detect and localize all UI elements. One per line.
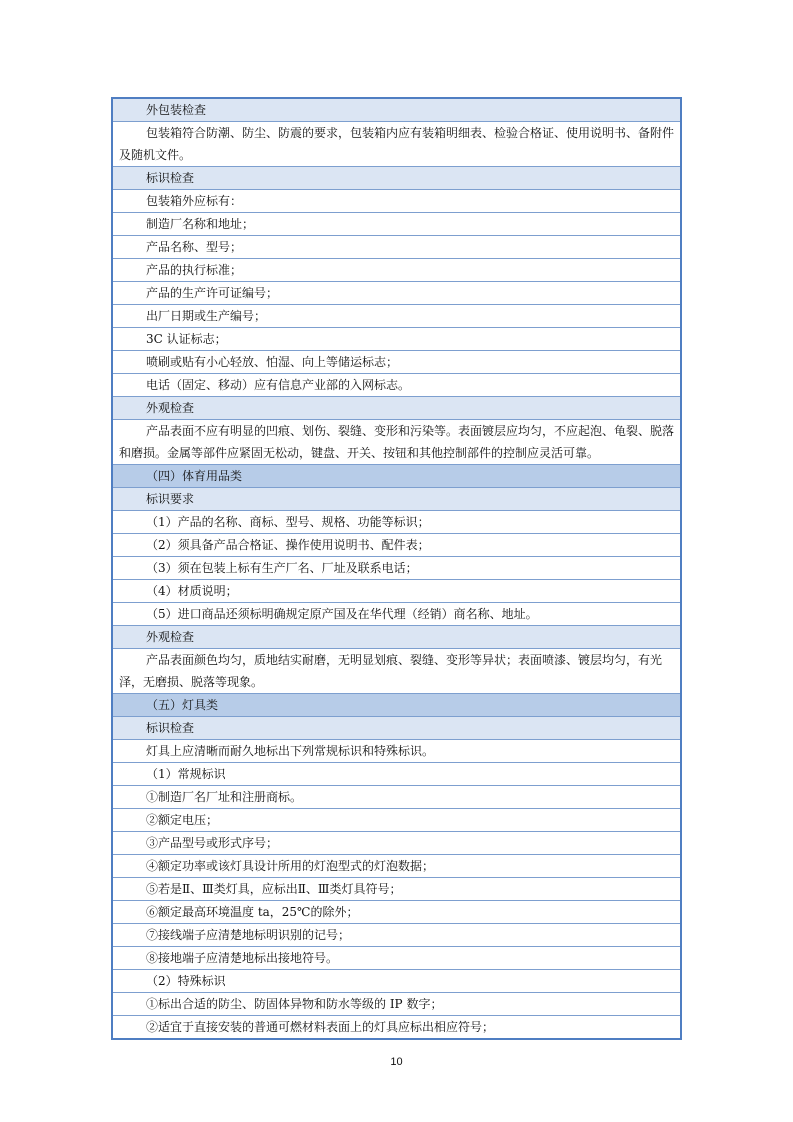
table-row: 出厂日期或生产编号；: [113, 305, 680, 328]
category-header-row: （五）灯具类: [113, 694, 680, 717]
table-row: 灯具上应清晰而耐久地标出下列常规标识和特殊标识。: [113, 740, 680, 763]
category-header-row: （四）体育用品类: [113, 465, 680, 488]
table-row: ⑦接线端子应清楚地标明识别的记号；: [113, 924, 680, 947]
section-header-row: 外观检查: [113, 626, 680, 649]
table-row: ④额定功率或该灯具设计所用的灯泡型式的灯泡数据；: [113, 855, 680, 878]
table-row: 制造厂名称和地址；: [113, 213, 680, 236]
table-row: （2）特殊标识: [113, 970, 680, 993]
paragraph-row: 产品表面不应有明显的凹痕、划伤、裂缝、变形和污染等。表面镀层应均匀，不应起泡、龟裂、脱落和磨损。金属等部件应紧固无松动，键盘、开关、按钮和其他控制部件的控制应灵活可靠。: [113, 420, 680, 465]
table-row: ②额定电压；: [113, 809, 680, 832]
table-row: （4）材质说明；: [113, 580, 680, 603]
table-row: ②适宜于直接安装的普通可燃材料表面上的灯具应标出相应符号；: [146, 1020, 495, 1034]
table-row: 产品名称、型号；: [113, 236, 680, 259]
section-header-row: 标识检查: [113, 717, 680, 740]
paragraph-row: 包装箱符合防潮、防尘、防震的要求，包装箱内应有装箱明细表、检验合格证、使用说明书、备附件及随机文件。: [113, 122, 680, 167]
table-row: ⑥额定最高环境温度 ta，25℃的除外；: [113, 901, 680, 924]
table-row: ⑤若是Ⅱ、Ⅲ类灯具，应标出Ⅱ、Ⅲ类灯具符号；: [113, 878, 680, 901]
table-row: （3）须在包装上标有生产厂名、厂址及联系电话；: [113, 557, 680, 580]
paragraph-row: 产品表面颜色均匀，质地结实耐磨，无明显划痕、裂缝、变形等异状；表面喷漆、镀层均匀，有光泽，无磨损、脱落等现象。: [113, 649, 680, 694]
section-header-row: 标识检查: [113, 167, 680, 190]
table-row: （1）常规标识: [113, 763, 680, 786]
table-row: ③产品型号或形式序号；: [113, 832, 680, 855]
section-header-row: 外包装检查: [113, 99, 680, 122]
table-row: 喷刷或贴有小心轻放、怕湿、向上等储运标志；: [113, 351, 680, 374]
table-row: （2）须具备产品合格证、操作使用说明书、配件表；: [113, 534, 680, 557]
table-row: 电话（固定、移动）应有信息产业部的入网标志。: [113, 374, 680, 397]
table-row: ①制造厂名厂址和注册商标。: [113, 786, 680, 809]
table-row: 3C 认证标志；: [113, 328, 680, 351]
table-row: （5）进口商品还须标明确规定原产国及在华代理（经销）商名称、地址。: [113, 603, 680, 626]
table-row: 产品的生产许可证编号；: [113, 282, 680, 305]
table-row: ⑧接地端子应清楚地标出接地符号。: [113, 947, 680, 970]
document-table: [111, 97, 682, 1040]
section-header-row: 标识要求: [113, 488, 680, 511]
table-row: ①标出合适的防尘、防固体异物和防水等级的 IP 数字；: [113, 993, 680, 1016]
table-row: （1）产品的名称、商标、型号、规格、功能等标识；: [113, 511, 680, 534]
page-number: 10: [390, 1056, 403, 1068]
table-row: 包装箱外应标有：: [113, 190, 680, 213]
section-header-row: 外观检查: [113, 397, 680, 420]
table-row: 产品的执行标准；: [113, 259, 680, 282]
